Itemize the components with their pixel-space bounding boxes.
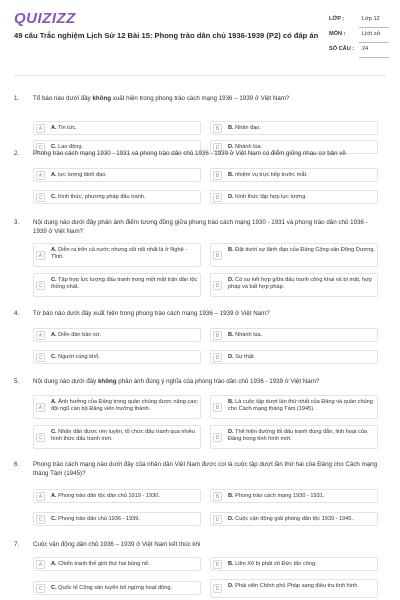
subject-value: Lịch sử [362,31,381,37]
option-b[interactable] [210,243,378,267]
question-text: Tổ báo nào dưới đây không xuất hiện trong phong trào cách mạng 1936 – 1939 ở Việt Nam? [33,95,290,102]
question-text: Cuộc vận động dân chủ 1936 – 1939 ở Việt Nam kết thúc khi [33,541,201,548]
option-letter-badge: C [36,353,45,362]
class-value: Lớp 12 [362,16,380,22]
option-a[interactable] [33,121,201,135]
question-text: Tờ báo nào dưới đây xuất hiện trong phong trào cách mạng 1936 – 1939 ở Việt Nam? [33,310,270,317]
question-text: Nội dung nào dưới đây phản ánh điểm tương đồng giữa phong trào cách mạng 1930 - 1931 và phong trào dân chủ 1936 - 1939 ở Việt Nam? [33,219,368,235]
option-text: A. Ảnh hưởng của Đảng trong quần chúng được nâng cao; đội ngũ cán bộ Đảng viên trưởng thành. [51,399,199,413]
option-text: C. Quốc tế Cộng sản tuyên bố ngừng hoạt động. [51,585,172,591]
option-text: D. Có sự kết hợp giữa đấu tranh công khai và bí mật, hợp pháp và bất hợp pháp. [228,277,372,291]
option-b[interactable] [210,395,378,419]
option-text: B. Nhành lúa. [228,332,263,338]
option-text: C. Lao động. [51,144,84,150]
option-d[interactable] [210,425,378,449]
option-c[interactable] [33,581,201,595]
option-letter-badge: A [36,171,45,180]
option-d[interactable] [210,190,378,204]
question-number: 6. [14,461,20,468]
option-letter-badge: B [213,403,222,412]
option-letter-badge: D [213,515,222,524]
option-letter-badge: B [213,171,222,180]
option-letter-badge: A [36,251,45,260]
option-letter-badge: C [36,584,45,593]
option-text: B. Phong trào cách mạng 1930 - 1931. [228,493,325,499]
option-letter-badge: B [213,331,222,340]
option-text: A. Phong trào dân tộc dân chủ 1919 - 1930. [51,493,160,499]
meta-panel [329,14,389,59]
option-text: B. Nhân đạo. [228,125,261,131]
option-text: D. Cuộc vận động giải phóng dân tộc 1939 - 1945. [228,516,354,522]
option-b[interactable] [210,557,378,571]
option-b[interactable] [210,489,378,503]
question-number: 5. [14,378,20,385]
option-d[interactable] [210,579,378,598]
option-text: B. Đặt dưới sự lãnh đạo của Đảng Cộng sản Đông Dương. [228,247,376,253]
subject-label: MÔN : [329,31,346,37]
meta-row-class [329,14,389,29]
option-a[interactable] [33,395,201,419]
option-letter-badge: D [213,584,222,593]
option-text: A. Chiến tranh thế giới thứ hai bùng nổ. [51,561,150,567]
option-c[interactable] [33,350,201,364]
option-b[interactable] [210,168,378,182]
quizizz-logo: QUIZIZZ [14,10,76,27]
question-count-label: SỐ CÂU : [329,46,355,52]
page-title: 49 câu Trắc nghiệm Lịch Sử 12 Bài 15: Phong trào dân chủ 1936-1939 (P2) có đáp án [14,31,319,40]
option-text: A. lực lượng lãnh đạo. [51,172,107,178]
option-letter-badge: C [36,433,45,442]
header-divider [14,75,386,76]
option-a[interactable] [33,489,201,503]
class-label: LỚP : [329,16,345,22]
option-letter-badge: C [36,281,45,290]
option-text: A. Tin tức. [51,125,77,131]
option-letter-badge: C [36,143,45,152]
question-text: Phong trào cách mạng 1930 - 1931 và phong trào dân chủ 1936 - 1939 ở Việt Nam có điểm giống nhau cơ bản về [33,150,346,157]
question-number: 2. [14,150,20,157]
option-text: D. Phái viên Chính phủ Pháp sang điều tra tình hình. [228,583,359,589]
question-text: Phong trào cách mạng nào dưới đây của nhân dân Việt Nam được coi là cuộc tập dượt lần thứ hai của Đảng cho Cách mạng tháng Tám (1945)? [33,461,378,477]
option-letter-badge: B [213,560,222,569]
option-text: A. Diễn ra trên cả nước nhưng sôi nổi nhất là ở Nghệ - Tĩnh. [51,247,188,261]
option-letter-badge: B [213,124,222,133]
option-text: C. Nhân dân được rèn luyện, tổ chức đấu tranh qua nhiều hình thức đấu tranh mới. [51,429,195,443]
option-text: D. hình thức tập hợp lực lượng. [228,194,307,200]
question-number: 1. [14,95,20,102]
option-text: B. Là cuộc tập dượt lần thứ nhất của Đảng và quần chúng cho Cách mạng tháng Tám (1945). [228,399,373,413]
option-text: C. hình thức, phương pháp đấu tranh. [51,194,146,200]
option-letter-badge: B [213,251,222,260]
option-c[interactable] [33,425,201,449]
divider [359,57,389,58]
question-text: Nội dung nào dưới đây không phản ánh đúng ý nghĩa của phong trào dân chủ 1936 - 1939 ở Việt Nam? [33,378,320,385]
option-c[interactable] [33,190,201,204]
option-d[interactable] [210,512,378,526]
option-letter-badge: D [213,353,222,362]
option-text: C. Người cùng khổ. [51,354,100,360]
option-letter-badge: D [213,143,222,152]
question-number: 3. [14,219,20,226]
option-text: A. Diễn đàn bản xứ. [51,332,102,338]
option-letter-badge: D [213,433,222,442]
option-a[interactable] [33,243,201,267]
option-c[interactable] [33,512,201,526]
option-a[interactable] [33,557,201,571]
meta-row-count [329,44,389,59]
question-number: 4. [14,310,20,317]
page-header [0,0,400,70]
option-text: B. nhiệm vụ trực tiếp trước mắt. [228,172,308,178]
option-a[interactable] [33,328,201,342]
meta-row-subject [329,29,389,44]
option-letter-badge: A [36,492,45,501]
question-number: 7. [14,541,20,548]
option-d[interactable] [210,350,378,364]
option-a[interactable] [33,168,201,182]
option-d[interactable] [210,273,378,297]
option-text: D. Thể hiện đường lối đấu tranh đúng đắn, linh hoạt của Đảng trong tình hình mới. [228,429,368,443]
option-letter-badge: A [36,124,45,133]
divider [359,27,389,28]
option-letter-badge: A [36,331,45,340]
option-letter-badge: C [36,515,45,524]
option-text: C. Phong trào dân chủ 1936 - 1939. [51,516,140,522]
option-b[interactable] [210,121,378,135]
option-letter-badge: A [36,560,45,569]
option-letter-badge: C [36,193,45,202]
option-letter-badge: A [36,403,45,412]
option-text: C. Tập hợp lực lượng đấu tranh trong một mặt trận dân tộc thống nhất. [51,277,198,291]
option-b[interactable] [210,328,378,342]
question-count-value: 24 [362,46,369,52]
option-letter-badge: D [213,281,222,290]
option-text: D. Nhành lúa. [228,144,263,150]
option-text: D. Sự thật. [228,354,256,360]
option-text: B. Liên Xô bị phát xít Đức tấn công. [228,561,317,567]
option-letter-badge: D [213,193,222,202]
option-letter-badge: B [213,492,222,501]
option-c[interactable] [33,273,201,297]
divider [359,42,389,43]
